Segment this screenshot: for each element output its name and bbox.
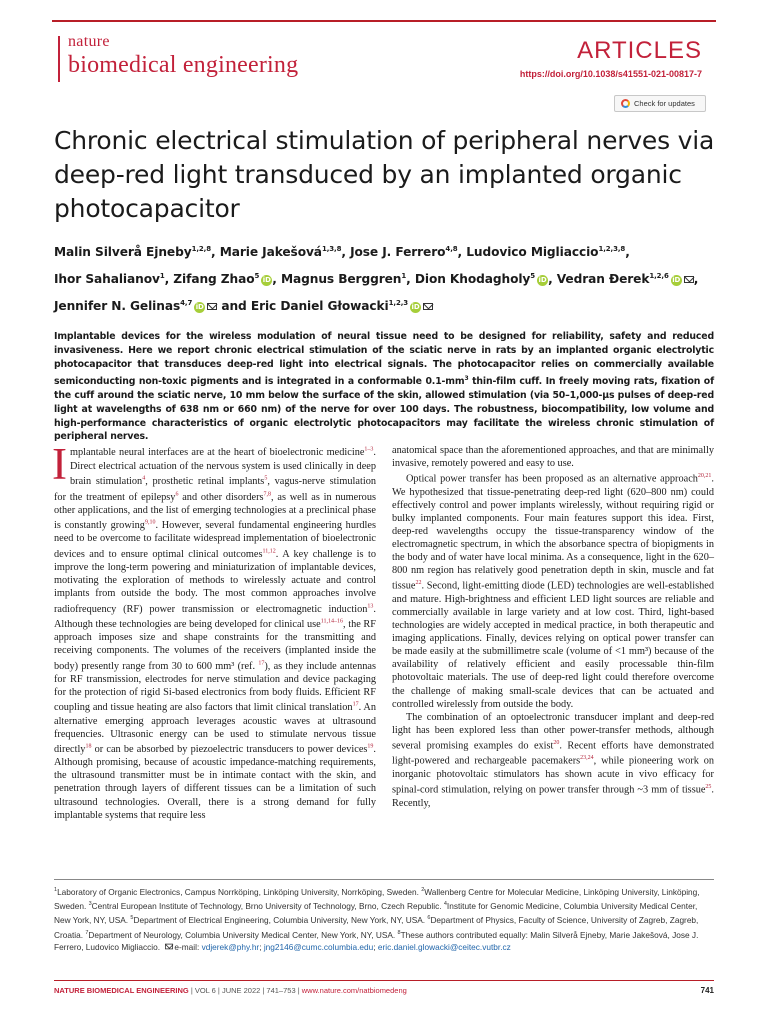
- author-separator: ,: [548, 272, 557, 287]
- reference-sup: 18: [85, 743, 92, 750]
- author-affiliation-sup: 1,3,8: [321, 245, 342, 253]
- author-affiliation-sup: 1,2,3,8: [598, 245, 626, 253]
- email-icon[interactable]: [684, 276, 694, 283]
- drop-cap: I: [52, 439, 67, 489]
- body-text: , prosthetic retinal implants: [145, 476, 265, 488]
- footer-journal: NATURE BIOMEDICAL ENGINEERING: [54, 986, 189, 995]
- body-text: . An alternative emerging approach leverages acoustic waves at ultrasound frequencies. Ultrasonic energy can be used to stimulate nervous tissue directly: [54, 702, 376, 756]
- check-updates-button[interactable]: [614, 95, 706, 112]
- affiliation-text: Central European Institute of Technology, Brno University of Technology, Brno, Czech Republic.: [91, 900, 444, 911]
- body-text: . Recent efforts have demonstrated light-powered and rechargeable pacemakers: [392, 740, 714, 767]
- email-icon[interactable]: [423, 303, 433, 310]
- author-affiliation-sup: 4,7: [180, 299, 193, 308]
- paragraph-optoelectronic: [392, 711, 714, 810]
- affiliation-text: Laboratory of Organic Electronics, Campus Norrköping, Linköping University, Norrköping, Sweden.: [57, 886, 422, 897]
- author-name: Magnus Berggren: [280, 272, 402, 287]
- author-separator: ,: [164, 272, 174, 287]
- reference-sup: 1–3: [364, 447, 374, 453]
- email-separator: ;: [373, 941, 378, 952]
- author-name: Vedran Đerek: [556, 272, 650, 287]
- journal-logo-bar: [58, 36, 60, 82]
- author-affiliation-sup: 1,2,3: [388, 299, 409, 308]
- body-text: , while pioneering work on inorganic photovoltaic stimulators has shown acute in vivo efficacy for spinal-cord stimulation, relying on power transfer through ~3 mm of tissue: [392, 755, 715, 796]
- author-separator: ,: [406, 272, 415, 287]
- reference-sup: 20,21: [697, 473, 712, 480]
- reference-sup: 17: [352, 702, 359, 709]
- body-text: The combination of an optoelectronic transducer implant and deep-red light has been explored less than other power-transfer methods, although several promising examples do exist: [392, 711, 714, 752]
- body-text: . However, several fundamental engineering hurdles need to be overcome to facilitate widespread implementation of bioelectronic devices and to ensure optimal clinical outcomes: [54, 520, 376, 560]
- author-separator: ,: [341, 245, 351, 260]
- journal-logo-name: biomedical engineering: [68, 52, 299, 78]
- page-number: 741: [700, 986, 714, 995]
- body-text: Optical power transfer has been proposed as an alternative approach: [406, 473, 698, 485]
- email-label: e-mail:: [174, 941, 202, 952]
- affiliation-text: These authors contributed equally: Malin Silverå Ejneby, Marie Jakešová, Jose J. Ferrero, Ludovico Migliaccio.: [54, 929, 699, 952]
- reference-sup: 11,14–16: [320, 618, 344, 625]
- affiliation-text: Department of Physics, Faculty of Science, University of Zagreb, Zagreb, Croatia.: [54, 915, 699, 940]
- paragraph-optical-power: [392, 470, 714, 711]
- header-rule: [52, 20, 716, 22]
- orcid-icon[interactable]: iD: [672, 276, 681, 285]
- affiliation-number: 6: [427, 915, 431, 922]
- affiliation-number: 5: [130, 915, 134, 922]
- affiliation-text: Wallenberg Centre for Molecular Medicine, Linköping University, Linköping, Sweden.: [54, 886, 700, 911]
- author-name: Jennifer N. Gelinas: [54, 299, 181, 314]
- author-list: [54, 237, 734, 318]
- reference-sup: 13: [367, 603, 374, 610]
- abstract-text-part1: Implantable devices for the wireless modulation of neural tissue need to be designed for reliability, safety and reduced invasiveness. Here we report chronic electrical stimulation of the sciatic nerve in rats by an implanted organic electrolytic photocapacitor that transduces deep-red light into electrical signals. The photocapacitor relies on commercially available semiconducting non-toxic pigments and is integrated in a conformable 0.1-mm: [54, 331, 714, 387]
- author-name: Dion Khodagholy: [414, 272, 531, 287]
- reference-sup: 5: [264, 475, 268, 482]
- reference-sup: 4: [142, 475, 146, 482]
- orcid-icon[interactable]: iD: [262, 276, 271, 285]
- author-name: Zifang Zhao: [173, 272, 255, 287]
- check-updates-label: Check for updates: [634, 99, 695, 108]
- body-column-right: [392, 444, 714, 810]
- orcid-icon[interactable]: iD: [411, 303, 420, 312]
- reference-sup: 7,8: [263, 491, 272, 498]
- author-affiliation-sup: 1,2,6: [649, 272, 669, 281]
- abstract: [54, 330, 714, 444]
- paragraph-continued: anatomical space than the aforementioned approaches, and that are minimally invasive, remotely powered and easy to use.: [392, 445, 714, 470]
- footer-rule: [54, 980, 714, 981]
- footnote-rule: [54, 879, 714, 880]
- affiliation-number: 1: [54, 887, 58, 893]
- orcid-icon[interactable]: iD: [195, 303, 204, 312]
- author-separator: ,: [457, 245, 467, 260]
- reference-sup: 22: [415, 580, 422, 587]
- author-name: Ludovico Migliaccio: [466, 245, 599, 260]
- affiliation-number: 4: [443, 901, 447, 908]
- email-icon[interactable]: [207, 303, 217, 310]
- author-affiliation-sup: 1: [401, 272, 407, 281]
- email-separator: ;: [259, 941, 264, 952]
- affiliation-number: 2: [421, 887, 425, 893]
- body-text: , the RF approach imposes size and shape constraints for the transmitting and receiving components. The volumes of the receivers (implanted inside the body) presently range from 30 to 600 mm³ (ref.: [54, 619, 376, 672]
- author-separator: ,: [211, 245, 220, 260]
- author-affiliation-sup: 4,8: [445, 245, 458, 253]
- footer-citation: [54, 986, 407, 995]
- reference-sup: 23,24: [580, 755, 594, 762]
- email-icon: [165, 943, 173, 949]
- body-text: or can be absorbed by piezoelectric transducers to power devices: [91, 744, 368, 756]
- footer-url[interactable]: www.nature.com/natbiomedeng: [301, 986, 407, 995]
- affiliation-number: 3: [88, 901, 92, 908]
- affiliation-text: Institute for Genomic Medicine, Columbia University Medical Center, New York, NY, USA.: [54, 900, 698, 926]
- body-text: , as well as in numerous other applications, and the list of emerging technologies at a preclinical phase is constantly growing: [54, 491, 376, 532]
- affiliation-number: 7: [85, 929, 89, 936]
- reference-sup: 17: [258, 660, 265, 667]
- author-separator: ,: [693, 272, 699, 287]
- author-separator: and: [217, 299, 251, 314]
- orcid-icon[interactable]: iD: [538, 276, 547, 285]
- doi-link[interactable]: https://doi.org/10.1038/s41551-021-00817-7: [519, 69, 702, 79]
- body-text: . Direct electrical actuation of the nervous system is used clinically in deep brain stimulation: [70, 447, 376, 488]
- reference-sup: 25: [705, 784, 712, 791]
- body-text: . Recently,: [392, 784, 714, 809]
- intro-text: [52, 439, 377, 821]
- body-text: . A key challenge is to improve the long-term powering and miniaturization of implantable devices, motivating the exploration of methods to wirelessly actuate and control implants from outside the body. The most common approaches involve radiofrequency (RF) power transmission or electromagnetic induction: [54, 548, 376, 615]
- abstract-sup: 3: [464, 374, 469, 382]
- author-name: Malin Silverå Ejneby: [54, 245, 192, 260]
- body-text: , vagus-nerve stimulation for the treatment of epilepsy: [54, 476, 376, 503]
- email-link[interactable]: eric.daniel.glowacki@ceitec.vutbr.cz: [377, 941, 511, 952]
- body-column-left: [52, 439, 377, 822]
- affiliation-number: 8: [397, 929, 401, 936]
- author-name: Ihor Sahalianov: [54, 272, 160, 287]
- body-text: . Second, light-emitting diode (LED) technologies are well-established and mature. High-brightness and efficient LED light sources are reliable and commercially available in large variety and at low cost. Third, light-based technologies are widely accepted in medical practice, in both therapeutic and imaging applications. Finally, devices relying on optical power transfer can be made easily at the submillimetre scale (volume of <1 mm³) because of the availability of relatively efficient and easily processable thin-film photovoltaic materials. The use of deep-red light could therefore overcome the challenge of making small-scale devices that can be actuated and controlled wirelessly from outside the body.: [392, 580, 714, 710]
- body-text: . Although these technologies are being developed for clinical use: [54, 603, 376, 631]
- author-name: Eric Daniel Głowacki: [250, 299, 389, 314]
- article-title: Chronic electrical stimulation of peripheral nerves via deep-red light transduced by an implanted organic photocapacitor: [54, 126, 715, 223]
- author-name: Marie Jakešová: [219, 245, 322, 260]
- reference-sup: 19: [367, 743, 374, 750]
- author-separator: ,: [272, 272, 281, 287]
- section-label: ARTICLES: [577, 37, 702, 64]
- email-link[interactable]: vdjerek@phy.hr: [201, 941, 260, 952]
- reference-sup: 9,10: [144, 519, 156, 526]
- body-text: . We hypothesized that tissue-penetrating deep-red light (620–800 nm) could effectively control and power implants wirelessly, without requiring rigid or bulky implanted components. Four main features support this idea. First, deep-red wavelengths occupy the tissue-transparency window of the electromagnetic spectrum, in which the absorbance spectra of biopigments in the body and of water have local minima. As a consequence, light in the 620–800 nm region has relatively good penetration depth in skin, muscle and fat tissue: [392, 473, 714, 592]
- intro-paragraph: [52, 439, 377, 822]
- body-text: and other disorders: [178, 491, 264, 503]
- body-text: . Although promising, because of acoustic impedance-matching requirements, the ultrasound transmitter must be in intimate contact with the skin, and penetration through layers of different tissues can be a limitation of such ultrasound technologies. Overall, there is a strong demand for fully implantable systems that require less: [54, 744, 376, 821]
- author-affiliation-sup: 1,2,8: [191, 245, 211, 253]
- author-affiliation-sup: 5: [254, 272, 260, 281]
- footer-details: | VOL 6 | JUNE 2022 | 741–753 |: [188, 986, 302, 995]
- affiliations: [54, 884, 714, 953]
- author-separator: ,: [625, 245, 630, 260]
- journal-logo-nature: nature: [68, 33, 110, 50]
- abstract-text-part2: thin-film cuff. In freely moving rats, fixation of the cuff around the sciatic nerve, 10 mm below the surface of the skin, allowed stimulation (via 50–1,000-μs pulses of deep-red light at wavelengths of 638 nm or 660 nm) of the nerve for over 100 days. The robustness, biocompatibility, low volume and high-performance characteristics of organic electrolytic photocapacitors may facilitate the wireless chronic stimulation of peripheral nerves.: [54, 375, 714, 443]
- crossmark-icon: [621, 99, 630, 108]
- author-affiliation-sup: 5: [530, 272, 536, 281]
- body-text: mplantable neural interfaces are at the heart of bioelectronic medicine: [70, 447, 365, 459]
- affiliation-text: Department of Electrical Engineering, Columbia University, New York, NY, USA.: [133, 915, 428, 926]
- author-name: Jose J. Ferrero: [350, 245, 446, 260]
- email-link[interactable]: jng2146@cumc.columbia.edu: [263, 941, 374, 952]
- author-affiliation-sup: 1: [159, 272, 165, 281]
- reference-sup: 20: [553, 739, 560, 746]
- body-text: ), as they include antennas for RF transmission, electrodes for nerve stimulation and device packaging for the protection of rigid Si-based electronics from body fluids. Efficient RF coupling and tissue heating are also factors that limit clinical translation: [54, 660, 377, 714]
- reference-sup: 6: [175, 491, 179, 498]
- reference-sup: 11,12: [262, 548, 276, 555]
- affiliation-text: Department of Neurology, Columbia University Medical Center, New York, NY, USA.: [88, 929, 398, 940]
